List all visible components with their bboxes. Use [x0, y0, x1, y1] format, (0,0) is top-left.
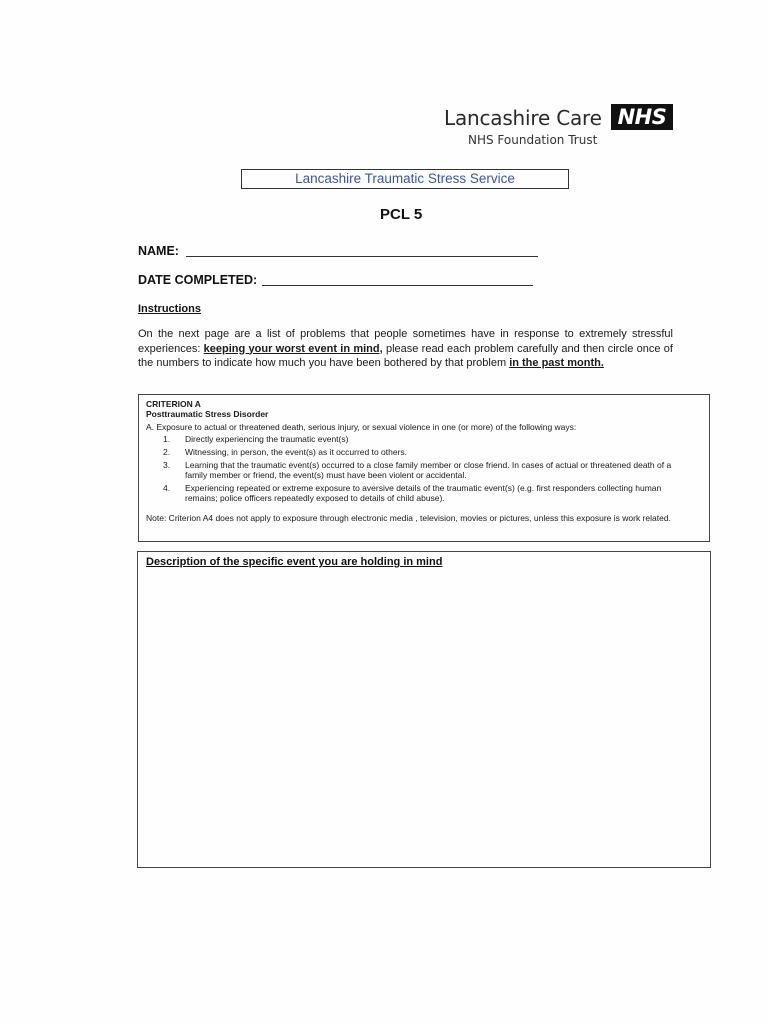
service-title-box: [241, 169, 569, 189]
criterion-item-number: 4.: [163, 483, 171, 493]
criterion-list-item: [163, 460, 693, 480]
criterion-item-text: Directly experiencing the traumatic event(s): [185, 434, 349, 444]
nhs-logo: NHS: [611, 104, 673, 130]
criterion-item-text: Witnessing, in person, the event(s) as it occurred to others.: [185, 447, 408, 457]
name-field[interactable]: [186, 256, 538, 257]
name-label: NAME:: [138, 244, 179, 258]
criterion-item-text: Learning that the traumatic event(s) occurred to a close family member or close friend. In cases of actual or threatened death of a family member or friend, the event(s) must have been violent or accidental.: [185, 460, 672, 480]
criterion-list-item: [163, 434, 693, 444]
instructions-text: [138, 327, 673, 371]
criterion-a-box: [138, 394, 710, 542]
trust-name: NHS Foundation Trust: [468, 133, 598, 147]
criterion-subtitle: Posttraumatic Stress Disorder: [146, 409, 269, 419]
date-completed-field[interactable]: [262, 285, 533, 286]
criterion-item-number: 2.: [163, 447, 171, 457]
criterion-list: [163, 434, 693, 506]
criterion-item-number: 1.: [163, 434, 171, 444]
criterion-list-item: [163, 447, 693, 457]
criterion-item-a: A. Exposure to actual or threatened death, serious injury, or sexual violence in one (or more) of the following ways:: [146, 422, 577, 432]
date-completed-label: DATE COMPLETED:: [138, 273, 258, 287]
event-description-heading: Description of the specific event you are holding in mind: [146, 556, 443, 568]
criterion-note: Note: Criterion A4 does not apply to exposure through electronic media , television, movies or pictures, unless this exposure is work related.: [146, 513, 671, 523]
organization-name: Lancashire Care: [444, 106, 602, 130]
criterion-list-item: [163, 483, 693, 503]
criterion-item-text: Experiencing repeated or extreme exposure to aversive details of the traumatic event(s) (e.g. first responders collecting human remains; police officers repeatedly exposed to details of child abuse).: [185, 483, 662, 503]
criterion-title: CRITERION A: [146, 399, 201, 409]
form-title: PCL 5: [380, 206, 423, 223]
instructions-text-2: please read each problem carefully and then circle once of the numbers to indicate how much you have been bothered by that problem: [138, 342, 673, 369]
instructions-heading: Instructions: [138, 303, 201, 315]
criterion-item-number: 3.: [163, 460, 171, 470]
instructions-emphasis-past-month: in the past month.: [509, 357, 604, 369]
event-description-box[interactable]: [137, 551, 711, 868]
instructions-text-1: On the next page are a list of problems that people sometimes have in response to extremely stressful experiences:: [138, 328, 673, 355]
service-title: Lancashire Traumatic Stress Service: [295, 171, 515, 186]
instructions-emphasis-worst-event: keeping your worst event in mind,: [203, 342, 383, 355]
